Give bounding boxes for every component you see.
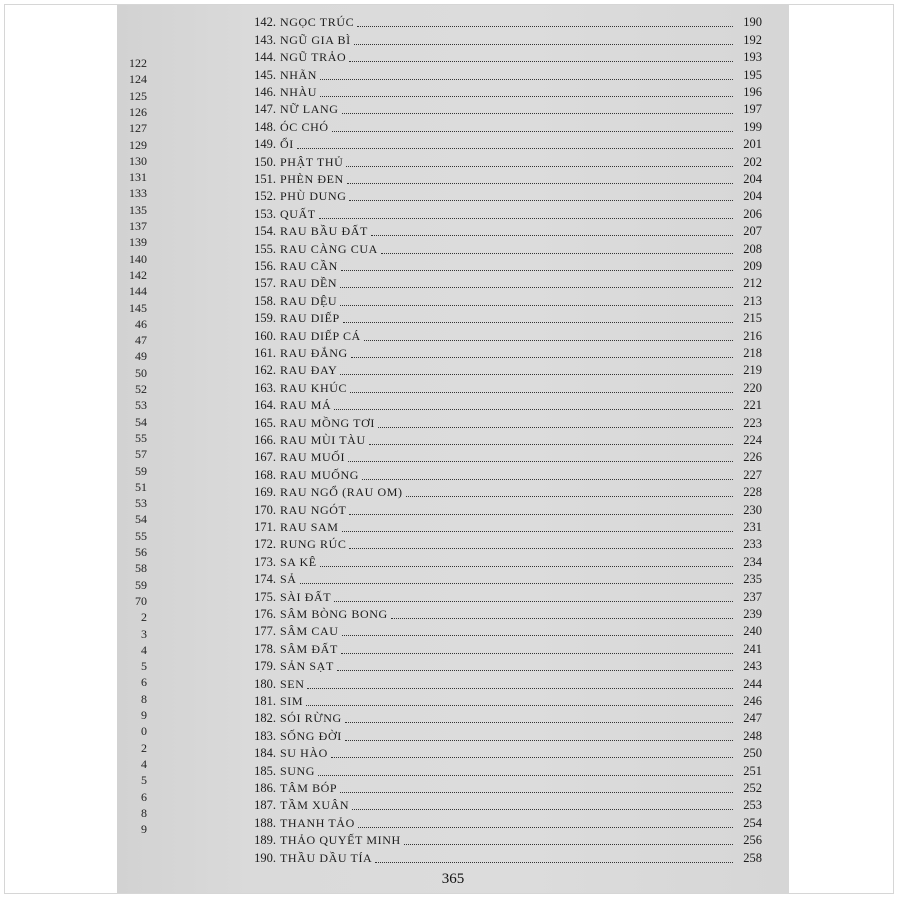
entry-page: 207 (743, 224, 762, 239)
toc-entry (242, 13, 762, 30)
entry-number: 167. (254, 450, 276, 465)
entry-number: 173. (254, 554, 276, 569)
dot-leader (340, 304, 733, 306)
entry-title: RAU SAM (280, 519, 339, 534)
previous-page-number: 50 (135, 365, 147, 380)
entry-page: 209 (743, 258, 762, 273)
previous-page-number: 4 (141, 756, 147, 771)
previous-page-number: 51 (135, 479, 147, 494)
dot-leader (300, 582, 733, 584)
toc-entry (242, 813, 762, 830)
entry-title: NHÃN (280, 67, 318, 82)
previous-page-number: 133 (129, 186, 147, 201)
entry-number: 177. (254, 624, 276, 639)
previous-page-number: 6 (141, 675, 147, 690)
entry-page: 250 (743, 746, 762, 761)
dot-leader (404, 843, 733, 845)
entry-number: 155. (254, 241, 276, 256)
dot-leader (349, 547, 733, 549)
dot-leader (342, 634, 733, 636)
entry-page: 251 (743, 763, 762, 778)
previous-page-number: 54 (135, 512, 147, 527)
entry-number: 179. (254, 659, 276, 674)
entry-page: 202 (743, 154, 762, 169)
entry-title: SA KÊ (280, 554, 317, 569)
dot-leader (320, 78, 733, 80)
entry-page: 201 (743, 137, 762, 152)
entry-page: 239 (743, 606, 762, 621)
entry-page: 213 (743, 293, 762, 308)
dot-leader (346, 165, 733, 167)
entry-title: RAU DIẾP CÁ (280, 328, 361, 343)
toc-entry (242, 187, 762, 204)
entry-title: SIM (280, 693, 304, 708)
entry-page: 212 (743, 276, 762, 291)
entry-number: 154. (254, 224, 276, 239)
entry-title: RAU DỀN (280, 276, 338, 291)
entry-title: NHÀU (280, 84, 318, 99)
dot-leader (332, 130, 733, 132)
previous-page-number: 70 (135, 593, 147, 608)
dot-leader (318, 774, 733, 776)
previous-page-number: 3 (141, 626, 147, 641)
entry-number: 184. (254, 746, 276, 761)
entry-page: 248 (743, 728, 762, 743)
previous-page-number: 139 (129, 235, 147, 250)
entry-number: 156. (254, 258, 276, 273)
dot-leader (352, 808, 733, 810)
toc-entry (242, 291, 762, 308)
dot-leader (378, 426, 733, 428)
toc-entry (242, 709, 762, 726)
previous-page-number: 55 (135, 430, 147, 445)
entry-number: 148. (254, 119, 276, 134)
previous-page-number: 2 (141, 740, 147, 755)
entry-title: PHÈN ĐEN (280, 171, 344, 186)
dot-leader (354, 43, 733, 45)
dot-leader (297, 147, 733, 149)
toc-entry (242, 570, 762, 587)
entry-page: 254 (743, 815, 762, 830)
dot-leader (348, 460, 733, 462)
previous-page-number: 6 (141, 789, 147, 804)
entry-title: RAU NGỔ (RAU OM) (280, 485, 403, 500)
previous-page-number: 53 (135, 496, 147, 511)
entry-page: 219 (743, 363, 762, 378)
dot-leader (357, 25, 733, 27)
entry-title: RAU KHÚC (280, 380, 348, 395)
entry-page: 243 (743, 659, 762, 674)
toc-entry (242, 431, 762, 448)
toc-entry (242, 518, 762, 535)
entry-page: 192 (743, 32, 762, 47)
entry-number: 178. (254, 641, 276, 656)
book-page (117, 5, 789, 894)
entry-number: 165. (254, 415, 276, 430)
dot-leader (369, 443, 733, 445)
previous-page-number: 130 (129, 153, 147, 168)
entry-title: RAU MUỐNG (280, 467, 360, 482)
dot-leader (349, 60, 733, 62)
entry-number: 172. (254, 537, 276, 552)
dot-leader (307, 687, 733, 689)
dot-leader (362, 478, 733, 480)
photo-frame (4, 4, 894, 894)
dot-leader (391, 617, 733, 619)
entry-number: 171. (254, 519, 276, 534)
entry-page: 246 (743, 693, 762, 708)
toc-entry (242, 796, 762, 813)
dot-leader (320, 95, 733, 97)
entry-number: 163. (254, 380, 276, 395)
previous-page-number: 9 (141, 708, 147, 722)
entry-number: 149. (254, 137, 276, 152)
previous-page-number: 124 (129, 72, 147, 87)
entry-page: 216 (743, 328, 762, 343)
toc-entry (242, 274, 762, 291)
entry-number: 159. (254, 311, 276, 326)
dot-leader (364, 339, 733, 341)
entry-title: RAU BẦU ĐẤT (280, 224, 368, 239)
toc-entry (242, 361, 762, 378)
entry-title: RUNG RÚC (280, 537, 347, 552)
toc-entry (242, 465, 762, 482)
entry-number: 187. (254, 798, 276, 813)
entry-number: 145. (254, 67, 276, 82)
toc-entry (242, 326, 762, 343)
previous-page-number: 46 (135, 316, 147, 331)
entry-number: 181. (254, 693, 276, 708)
entry-number: 161. (254, 345, 276, 360)
dot-leader (340, 791, 733, 793)
previous-page-number: 126 (129, 104, 147, 119)
previous-page-number: 145 (129, 300, 147, 315)
entry-number: 169. (254, 485, 276, 500)
previous-page-number: 52 (135, 382, 147, 396)
entry-title: THẢO QUYẾT MINH (280, 833, 401, 848)
previous-page-number: 55 (135, 528, 147, 543)
entry-page: 204 (743, 189, 762, 204)
previous-page-number: 58 (135, 561, 147, 576)
entry-page: 235 (743, 572, 762, 587)
toc-entry (242, 448, 762, 465)
entry-title: RAU ĐAY (280, 363, 338, 378)
entry-title: ÓC CHÓ (280, 119, 329, 134)
entry-number: 189. (254, 833, 276, 848)
entry-page: 215 (743, 311, 762, 326)
toc-entry (242, 744, 762, 761)
toc-entry (242, 622, 762, 639)
entry-page: 226 (743, 450, 762, 465)
entry-number: 168. (254, 467, 276, 482)
entry-title: RAU CẦN (280, 258, 338, 273)
dot-leader (341, 652, 733, 654)
dot-leader (406, 495, 733, 497)
dot-leader (331, 756, 733, 758)
entry-page: 228 (743, 485, 762, 500)
dot-leader (342, 112, 733, 114)
entry-title: NGŨ GIA BÌ (280, 32, 351, 47)
dot-leader (351, 356, 733, 358)
entry-title: THANH TẢO (280, 815, 355, 830)
entry-page: 197 (743, 102, 762, 117)
previous-page-number: 125 (129, 88, 147, 103)
toc-entry (242, 587, 762, 604)
toc-entry (242, 639, 762, 656)
entry-number: 174. (254, 572, 276, 587)
entry-page: 221 (743, 398, 762, 413)
entry-title: NGỌC TRÚC (280, 15, 355, 30)
entry-page: 220 (743, 380, 762, 395)
previous-page-number: 0 (141, 724, 147, 739)
entry-title: QUẤT (280, 206, 316, 221)
entry-page: 256 (743, 833, 762, 848)
toc-entry (242, 483, 762, 500)
dot-leader (349, 199, 733, 201)
previous-page-number: 8 (141, 691, 147, 706)
toc-entry (242, 605, 762, 622)
entry-page: 233 (743, 537, 762, 552)
entry-title: SÂM BÒNG BONG (280, 606, 388, 621)
toc-entry (242, 674, 762, 691)
toc-entry (242, 535, 762, 552)
entry-title: SÓI RỪNG (280, 711, 342, 726)
entry-title: SẢN SẠT (280, 659, 334, 674)
previous-page-number: 122 (129, 56, 147, 70)
entry-number: 153. (254, 206, 276, 221)
toc-entry (242, 65, 762, 82)
dot-leader (350, 391, 733, 393)
entry-title: NỮ LANG (280, 102, 339, 117)
entry-title: TÂM BÓP (280, 780, 338, 795)
entry-title: SÀI ĐẤT (280, 589, 332, 604)
entry-title: SÂM ĐẤT (280, 641, 338, 656)
previous-page-number: 56 (135, 545, 147, 559)
dot-leader (306, 704, 733, 706)
dot-leader (340, 373, 733, 375)
previous-page-number: 59 (135, 577, 147, 592)
previous-page-number: 5 (141, 659, 147, 674)
previous-page-number: 127 (129, 121, 147, 136)
previous-page-number: 49 (135, 349, 147, 364)
dot-leader (381, 252, 733, 254)
previous-page-number: 9 (141, 822, 147, 837)
entry-page: 240 (743, 624, 762, 639)
dot-leader (341, 269, 733, 271)
entry-number: 180. (254, 676, 276, 691)
entry-page: 224 (743, 432, 762, 447)
toc-entry (242, 239, 762, 256)
previous-page-number: 131 (129, 170, 147, 185)
toc-entry (242, 692, 762, 709)
previous-page-number: 2 (141, 610, 147, 625)
toc-entry (242, 396, 762, 413)
entry-number: 170. (254, 502, 276, 517)
entry-number: 157. (254, 276, 276, 291)
entry-page: 258 (743, 850, 762, 865)
toc-entry (242, 378, 762, 395)
previous-page-number: 140 (129, 251, 147, 266)
entry-number: 160. (254, 328, 276, 343)
entry-page: 223 (743, 415, 762, 430)
entry-title: PHÙ DUNG (280, 189, 347, 204)
entry-title: SỐNG ĐỜI (280, 728, 342, 743)
entry-page: 195 (743, 67, 762, 82)
entry-page: 208 (743, 241, 762, 256)
dot-leader (345, 739, 733, 741)
dot-leader (343, 321, 733, 323)
entry-title: RAU ĐẮNG (280, 345, 348, 360)
toc-entry (242, 726, 762, 743)
entry-page: 193 (743, 50, 762, 65)
dot-leader (334, 600, 733, 602)
toc-entry (242, 222, 762, 239)
entry-page: 206 (743, 206, 762, 221)
entry-number: 144. (254, 50, 276, 65)
entry-title: RAU DỆU (280, 293, 338, 308)
toc-entry (242, 170, 762, 187)
entry-title: SUNG (280, 763, 316, 778)
entry-title: SẢ (280, 572, 297, 587)
entry-title: THẦU DẦU TÍA (280, 850, 373, 865)
entry-title: RAU DIẾP (280, 311, 340, 326)
previous-page-number: 53 (135, 398, 147, 413)
entry-title: SU HÀO (280, 746, 328, 761)
toc-entry (242, 657, 762, 674)
dot-leader (371, 234, 733, 236)
toc-entry (242, 30, 762, 47)
dot-leader (320, 565, 733, 567)
toc-entry (242, 152, 762, 169)
entry-number: 158. (254, 293, 276, 308)
toc-entry (242, 552, 762, 569)
previous-page-number: 144 (129, 284, 147, 299)
entry-title: RAU CÀNG CUA (280, 241, 378, 256)
entry-title: RAU MÙI TÀU (280, 432, 366, 447)
entry-number: 185. (254, 763, 276, 778)
dot-leader (375, 861, 733, 863)
entry-title: SÂM CAU (280, 624, 339, 639)
dot-leader (347, 182, 733, 184)
entry-number: 182. (254, 711, 276, 726)
previous-page-number: 47 (135, 333, 147, 348)
dot-leader (337, 669, 733, 671)
entry-number: 152. (254, 189, 276, 204)
entry-number: 151. (254, 171, 276, 186)
entry-title: PHẬT THỦ (280, 154, 344, 169)
entry-page: 190 (743, 15, 762, 30)
entry-page: 252 (743, 780, 762, 795)
toc-entry (242, 500, 762, 517)
previous-page-number: 129 (129, 137, 147, 152)
toc-entry (242, 48, 762, 65)
entry-title: SEN (280, 676, 305, 691)
page-number: 365 (441, 871, 465, 887)
entry-number: 143. (254, 32, 276, 47)
dot-leader (340, 286, 733, 288)
entry-page: 227 (743, 467, 762, 482)
toc-entry (242, 257, 762, 274)
toc-entry (242, 83, 762, 100)
previous-page-number: 57 (135, 447, 147, 462)
entry-number: 166. (254, 432, 276, 447)
entry-page: 241 (743, 641, 762, 656)
entry-page: 196 (743, 84, 762, 99)
entry-page: 230 (743, 502, 762, 517)
dot-leader (334, 408, 733, 410)
previous-page-number: 4 (141, 642, 147, 657)
entry-page: 231 (743, 519, 762, 534)
entry-page: 237 (743, 589, 762, 604)
previous-page-number: 5 (141, 773, 147, 788)
entry-number: 190. (254, 850, 276, 865)
entry-number: 175. (254, 589, 276, 604)
entry-title: TẦM XUÂN (280, 798, 350, 813)
entry-page: 204 (743, 171, 762, 186)
dot-leader (349, 513, 733, 515)
toc-entry (242, 100, 762, 117)
dot-leader (342, 530, 733, 532)
dot-leader (358, 826, 733, 828)
previous-page-number: 137 (129, 219, 147, 233)
entry-number: 164. (254, 398, 276, 413)
toc-entry (242, 761, 762, 778)
entry-title: NGŨ TRẢO (280, 50, 347, 65)
toc-entry (242, 831, 762, 848)
toc-entry (242, 848, 762, 865)
previous-page-number: 59 (135, 463, 147, 478)
entry-title: RAU MÁ (280, 398, 332, 413)
entry-number: 176. (254, 606, 276, 621)
entry-title: ỔI (280, 137, 294, 152)
toc-entry (242, 135, 762, 152)
entry-number: 188. (254, 815, 276, 830)
dot-leader (345, 721, 733, 723)
dot-leader (319, 217, 733, 219)
entry-title: RAU NGÓT (280, 502, 347, 517)
previous-page-number: 135 (129, 202, 147, 217)
entry-number: 147. (254, 102, 276, 117)
entry-number: 142. (254, 15, 276, 30)
toc-entry (242, 779, 762, 796)
entry-page: 244 (743, 676, 762, 691)
entry-page: 218 (743, 345, 762, 360)
toc-entry (242, 344, 762, 361)
entry-number: 146. (254, 84, 276, 99)
toc-entry (242, 309, 762, 326)
entry-number: 150. (254, 154, 276, 169)
entry-page: 247 (743, 711, 762, 726)
toc-entry (242, 204, 762, 221)
entry-title: RAU MỒNG TƠI (280, 415, 375, 430)
entry-number: 186. (254, 780, 276, 795)
previous-page-number: 8 (141, 805, 147, 820)
previous-page-number: 54 (135, 414, 147, 429)
entry-number: 183. (254, 728, 276, 743)
entry-title: RAU MUỐI (280, 450, 346, 465)
entry-page: 253 (743, 798, 762, 813)
entry-number: 162. (254, 363, 276, 378)
toc-entry (242, 117, 762, 134)
entry-page: 234 (743, 554, 762, 569)
entry-page: 199 (743, 119, 762, 134)
previous-page-number: 142 (129, 267, 147, 282)
toc-entry (242, 413, 762, 430)
